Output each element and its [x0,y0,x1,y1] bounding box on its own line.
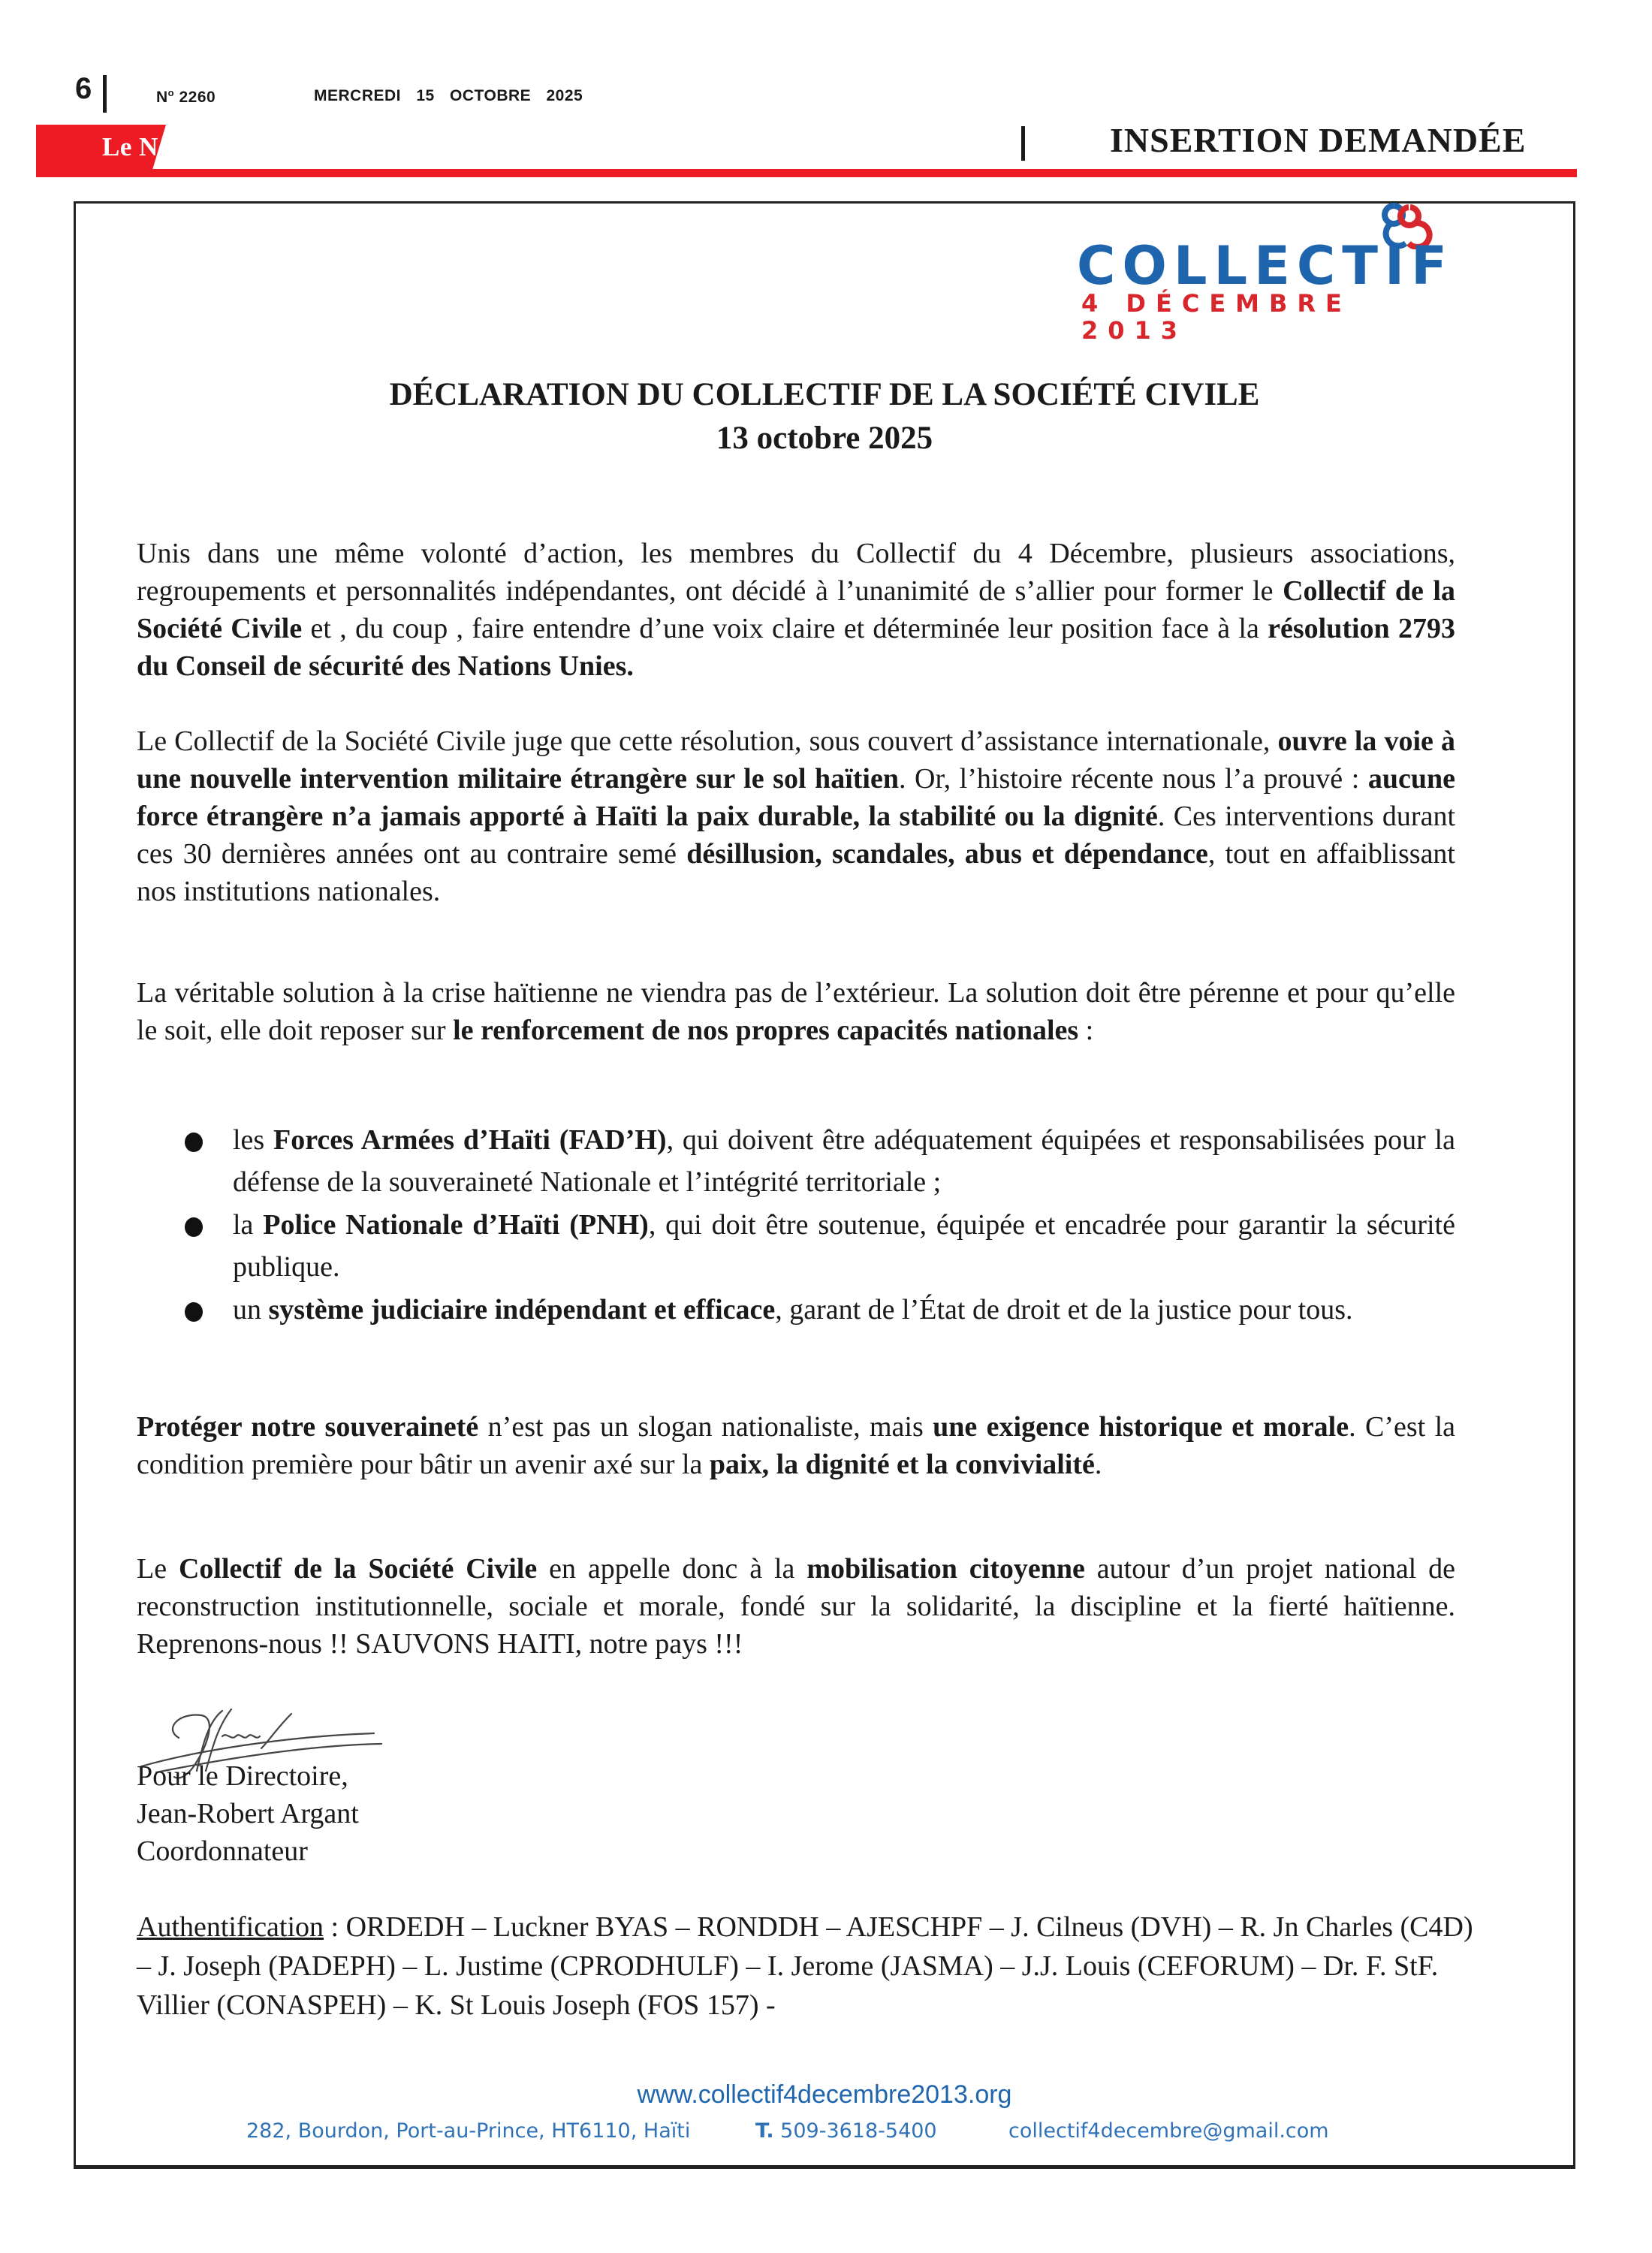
text: . [1094,1449,1102,1480]
signoff-block [137,1757,359,1870]
bold-text: désillusion, scandales, abus et dépendance [686,838,1208,870]
bold-text: résolution 2793 du Conseil de sécurité des Nations Unies. [137,613,1455,682]
bullet-icon [185,1217,203,1237]
text: , qui doivent être adéquatement équipées et responsabilisées pour la défense de la souveraineté Nationale et l’intégrité territoriale ; [233,1124,1455,1198]
issue-number-value: 2260 [179,89,216,106]
header-red-rule [36,169,1577,177]
text: , qui doit être soutenue, équipée et encadrée pour garantir la sécurité publique. [233,1209,1455,1283]
bold-text: système judiciaire indépendant et efficace [268,1294,776,1326]
signatory-name: Jean-Robert Argant [137,1798,359,1829]
declaration-title [74,373,1575,460]
bold-text: mobilisation citoyenne [806,1553,1085,1585]
logo-subtitle: 4 DÉCEMBRE 2013 [1081,289,1352,345]
text: et , du coup , faire entendre d’une voix claire et déterminée leur position face à la [302,613,1268,644]
text: . Ces interventions durant ces 30 dernières années ont au contraire semé [137,801,1456,870]
text: . Or, l’histoire récente nous l’a prouvé : [898,763,1368,795]
authentication-label: Authentification [137,1911,324,1943]
issue-prefix: N [156,89,168,106]
issue-number [156,87,216,107]
bold-text: Collectif de la Société Civile [178,1553,538,1585]
text: en appelle donc à la [537,1553,807,1585]
text: Le Collectif de la Société Civile juge que cette résolution, sous couvert d’assistance internationale, [137,725,1278,757]
text: Le [137,1553,179,1585]
text: , tout en affaiblissant nos institutions nationales. [137,838,1455,907]
page-number-divider [103,75,107,113]
paragraph-call-to-action [137,1550,1455,1663]
phone-label: T. [755,2119,774,2143]
bold-text: une exigence historique et morale [933,1411,1349,1443]
section-divider [1021,126,1025,161]
signoff-line: Pour le Directoire, [137,1760,348,1792]
paragraph-resolution [137,722,1455,910]
declaration-title-line: DÉCLARATION DU COLLECTIF DE LA SOCIÉTÉ CIVILE [389,377,1260,412]
text: n’est pas un slogan nationaliste, mais [478,1411,933,1443]
newspaper-name: Le National [102,132,239,161]
phone-number: 509-3618-5400 [773,2119,937,2143]
bullet-icon [185,1133,203,1152]
bold-text: Forces Armées d’Haïti (FAD’H) [273,1124,667,1156]
text: : [1078,1015,1094,1046]
bold-text: Protéger notre souveraineté [137,1411,479,1443]
section-title: INSERTION DEMANDÉE [1110,121,1527,159]
authentication-text: : ORDEDH – Luckner BYAS – RONDDH – AJESCHPF – J. Cilneus (DVH) – R. Jn Charles (C4D) – J. Joseph (PADEPH) – L. Justime (CPRODHULF) – I. Jerome (JASMA) – J.J. Louis (CEFORUM) – Dr. F. StF. Villier (CONASPEH) – K. St Louis Joseph (FOS 157) - [137,1911,1473,2021]
paragraph-solution [137,974,1455,1049]
logo-wordmark: COLLECTIF [1077,235,1454,297]
bold-text: Collectif de la Société Civile [137,575,1455,644]
website-link[interactable]: www.collectif4decembre2013.org [637,2080,1012,2109]
declaration-date: 13 octobre 2025 [716,421,933,456]
list-item [137,1204,1455,1288]
bold-text: Police Nationale d’Haïti (PNH) [263,1209,649,1241]
address: 282, Bourdon, Port-au-Prince, HT6110, Haïti [246,2119,691,2143]
text: Unis dans une même volonté d’action, les membres du Collectif du 4 Décembre, plusieurs associations, regroupements et personnalités indépendantes, ont décidé à l’unanimité de s’allier pour former le [137,538,1455,607]
capacities-list [137,1119,1455,1332]
text: autour d’un projet national de reconstruction institutionnelle, sociale et morale, fondé sur la solidarité, la discipline et la fierté haïtienne. Reprenons-nous !! SAUVONS HAITI, notre pays !!! [137,1553,1456,1660]
text: un [233,1294,269,1326]
paragraph-intro [137,535,1455,685]
bullet-icon [185,1302,203,1322]
text: la [233,1209,264,1241]
bold-text: aucune force étrangère n’a jamais apporté à Haïti la paix durable, la stabilité ou la dignité [137,763,1455,832]
text: La véritable solution à la crise haïtienne ne viendra pas de l’extérieur. La solution doit être pérenne et pour qu’elle le soit, elle doit reposer sur [137,977,1455,1046]
phone [755,2119,937,2143]
bold-text: ouvre la voie à une nouvelle intervention militaire étrangère sur le sol haïtien [137,725,1456,795]
signatory-role: Coordonnateur [137,1835,308,1867]
authentication-list [137,1908,1488,2025]
list-item [137,1119,1455,1203]
page-number: 6 [75,72,92,105]
text: les [233,1124,273,1156]
text: . C’est la condition première pour bâtir un avenir axé sur la [137,1411,1456,1480]
paragraph-sovereignty [137,1408,1455,1483]
email-link[interactable]: collectif4decembre@gmail.com [1008,2119,1329,2143]
bold-text: paix, la dignité et la convivialité [709,1449,1095,1480]
issue-sup: o [167,87,175,98]
publication-date: MERCREDI 15 OCTOBRE 2025 [314,87,583,104]
collectif-logo [1074,203,1464,345]
text: , garant de l’État de droit et de la justice pour tous. [775,1294,1353,1326]
bold-text: le renforcement de nos propres capacités nationales [453,1015,1079,1046]
list-item [137,1289,1455,1331]
